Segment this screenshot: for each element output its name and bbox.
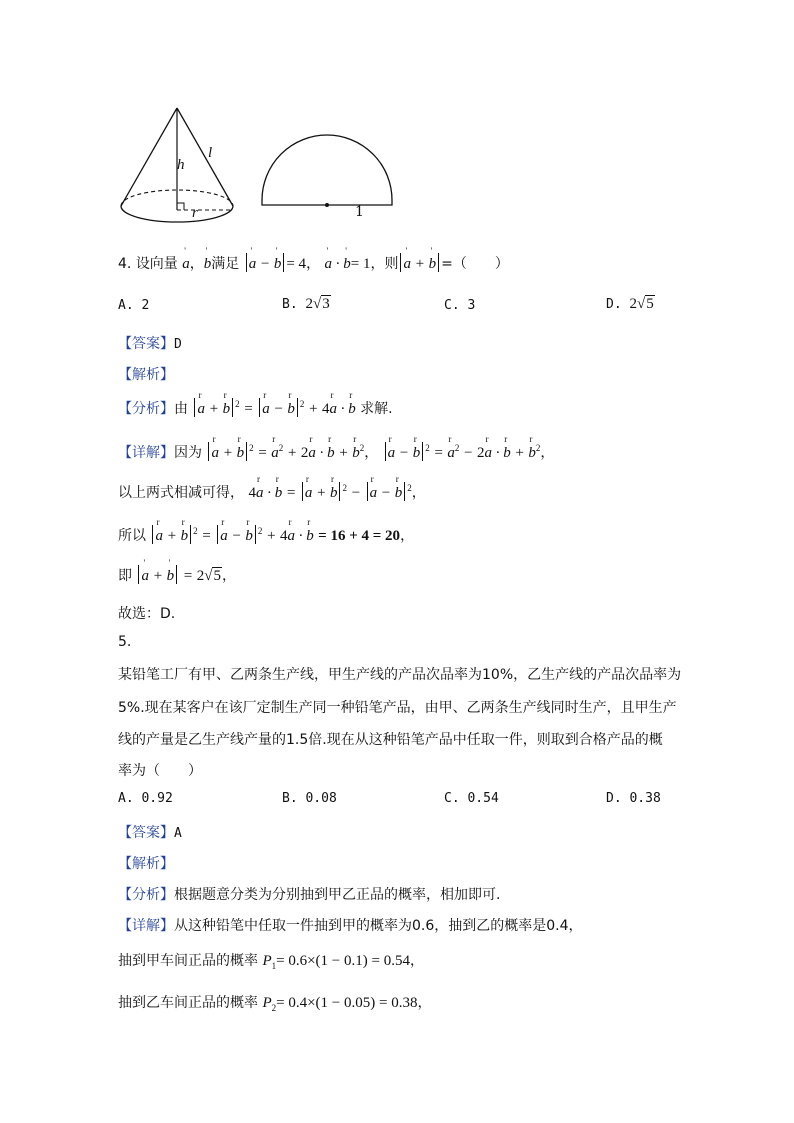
- q4-conclusion: 故选：D.: [118, 606, 176, 622]
- q4-eq2: = 1: [350, 256, 371, 272]
- q4-fenxi-post: 求解.: [360, 401, 393, 417]
- q4-option-d-value: 2: [629, 296, 637, 312]
- q4-answer-line: [118, 333, 182, 353]
- q5-answer: A: [174, 826, 182, 841]
- q5-answer-tag: 【答案】: [118, 825, 174, 841]
- q4-fenxi-pre: 由: [174, 401, 188, 417]
- q5-answer-line: [118, 822, 182, 842]
- q5-jiexi-line: [118, 853, 174, 873]
- q4-option-c-value: 3: [467, 298, 476, 313]
- q4-line4-pre: 即: [118, 568, 132, 584]
- q4-final-line: 即 ' a + ' b = 2√5，: [118, 565, 236, 585]
- q4-option-b-value: 2: [305, 296, 313, 312]
- q4-jiexi-line: [118, 364, 174, 384]
- q5-jiexi-tag: 【解析】: [118, 856, 174, 872]
- cone-label-r: r: [192, 205, 198, 221]
- q4-fenxi-line: 【分析】由 r a + r b $^2$ = r a − r b $^2$ + 4r a · r b 求解.: [118, 398, 393, 418]
- q5-stem-line-3: 线的产量是乙生产线产量的1.5倍.现在从这种铅笔产品中任取一件，则取到合格产品的概: [118, 732, 663, 748]
- q5-option-d: [606, 791, 661, 806]
- q4-stem-tail: =（ ）: [441, 256, 509, 272]
- q4-option-a: [118, 298, 149, 313]
- q4-option-b-key: B.: [282, 297, 298, 312]
- q5-stem-line-2: 5%.现在某客户在该厂定制生产同一种铅笔产品，由甲、乙两条生产线同时生产，且甲生产: [118, 700, 677, 716]
- q4-option-a-key: A.: [118, 298, 134, 313]
- cone-label-l: l: [208, 145, 213, 161]
- q5-p1-expr: = 0.6×(1 − 0.1) = 0.54: [276, 953, 410, 969]
- q5-p2-line: 抽到乙车间正品的概率 $P_2= 0.4\times(1 - 0.05) = 0.38$，: [118, 995, 432, 1013]
- q5-p1-pre: 抽到甲车间正品的概率: [118, 953, 258, 969]
- q4-option-b: B. 2√3: [282, 296, 330, 312]
- q4-stem-mid: 满足: [211, 256, 240, 272]
- q5-option-d-value: 0.38: [629, 791, 661, 806]
- q5-number: 5.: [118, 634, 132, 650]
- q4-result-line: 所以 r a + r b $^2$ = r a − r b $^2$ + 4r a · r b = 16 + 4 = 20，: [118, 525, 414, 545]
- q4-answer: D: [174, 337, 182, 352]
- q4-stem-pre: 设向量: [135, 256, 178, 272]
- q5-option-b-value: 0.08: [305, 791, 337, 806]
- q5-option-b-key: B.: [282, 791, 298, 806]
- q4-option-b-radicand: 3: [322, 296, 330, 312]
- q5-fenxi-tag: 【分析】: [118, 887, 174, 903]
- q5-option-d-key: D.: [606, 791, 622, 806]
- q5-option-a: [118, 791, 173, 806]
- q4-option-a-value: 2: [141, 298, 150, 313]
- q4-answer-tag: 【答案】: [118, 336, 174, 352]
- q4-line3-value: = 16 + 4 = 20: [318, 528, 401, 544]
- semicircle-figure: [255, 130, 400, 212]
- q5-p1-line: 抽到甲车间正品的概率 $P_1= 0.6\times(1 - 0.1) = 0.54$，: [118, 953, 424, 971]
- q5-p2-pre: 抽到乙车间正品的概率: [118, 995, 258, 1011]
- q4-subtract-line: 以上两式相减可得， 4r a · r b = r a + r b $^2$ − r a − r b $^2$，: [118, 482, 426, 502]
- q4-stem: 4. 设向量 ' a，' b满足 ' a − ' b = 4， ' a · ' b= 1，则' a + ' b =（ ）: [118, 253, 509, 273]
- q5-option-c: [444, 791, 499, 806]
- semicircle-label: 1: [355, 204, 364, 220]
- cone-label-h: h: [177, 157, 185, 173]
- q5-option-b: [282, 791, 337, 806]
- q4-line2-pre: 以上两式相减可得，: [118, 485, 244, 501]
- q4-option-d: D. 2√5: [606, 296, 654, 312]
- q5-xiangjie-line: [118, 915, 583, 935]
- q4-stem-then: ，则: [370, 256, 399, 272]
- q4-option-c: [444, 298, 475, 313]
- q4-number: 4.: [118, 256, 132, 272]
- q4-option-d-radicand: 5: [646, 296, 654, 312]
- q5-stem-line-1: 某铅笔工厂有甲、乙两条生产线，甲生产线的产品次品率为10%，乙生产线的产品次品率为: [118, 667, 682, 683]
- q5-fenxi-text: 根据题意分类为分别抽到甲乙正品的概率，相加即可.: [174, 887, 501, 903]
- q5-xiangjie-text: 从这种铅笔中任取一件抽到甲的概率为0.6，抽到乙的概率是0.4，: [174, 918, 583, 934]
- q5-option-a-key: A.: [118, 791, 134, 806]
- q5-p2-expr: = 0.4×(1 − 0.05) = 0.38: [276, 995, 418, 1011]
- q5-option-c-key: C.: [444, 791, 460, 806]
- q4-option-d-key: D.: [606, 297, 622, 312]
- q5-option-c-value: 0.54: [467, 791, 499, 806]
- q4-line3-pre: 所以: [118, 528, 146, 544]
- q5-option-a-value: 0.92: [141, 791, 173, 806]
- q4-option-c-key: C.: [444, 298, 460, 313]
- q4-xiangjie-pre: 因为: [174, 445, 202, 461]
- q4-jiexi-tag: 【解析】: [118, 367, 174, 383]
- q5-stem-line-4: 率为（ ）: [118, 763, 202, 779]
- q4-xiangjie-tag: 【详解】: [118, 445, 174, 461]
- q5-fenxi-line: [118, 884, 500, 904]
- q4-xiangjie-line: 【详解】因为 r a + r b $^2$ = r $a^2 + 2r$ a · r b + r $b^2$， r a − r b $^2$ = r $a^2 - 2r$ a · r b + r $b^2$，: [118, 442, 554, 462]
- q4-eq1: = 4: [286, 256, 307, 272]
- q4-fenxi-tag: 【分析】: [118, 401, 174, 417]
- q5-xiangjie-tag: 【详解】: [118, 918, 174, 934]
